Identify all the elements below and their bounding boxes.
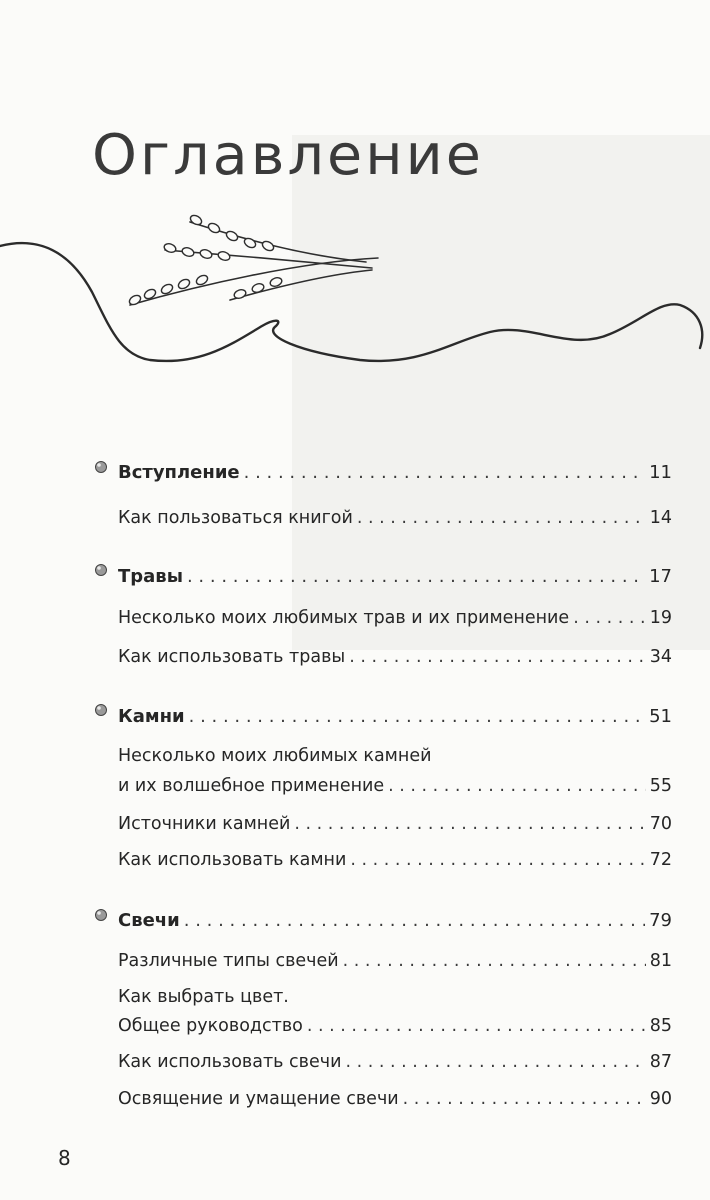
leader-dots [349, 647, 646, 668]
item-label: Источники камней [118, 814, 291, 834]
toc-item[interactable] [118, 776, 672, 797]
toc-item[interactable] [118, 1016, 672, 1037]
item-label: Как использовать свечи [118, 1052, 342, 1072]
toc-section[interactable] [118, 462, 672, 484]
toc-item[interactable] [118, 1052, 672, 1073]
toc-section[interactable] [118, 566, 672, 588]
leader-dots [573, 608, 646, 629]
item-label: Как использовать камни [118, 850, 347, 870]
item-label: Освящение и умащение свечи [118, 1089, 399, 1109]
bullet-icon [94, 563, 108, 577]
leader-dots [343, 951, 646, 972]
bullet-icon [94, 703, 108, 717]
leader-dots [350, 850, 645, 871]
page-number: 85 [649, 1016, 672, 1036]
leader-dots [388, 776, 646, 797]
page-number: 19 [649, 608, 672, 628]
page-number: 55 [649, 776, 672, 796]
leader-dots [187, 566, 645, 588]
leader-dots [403, 1089, 646, 1110]
page-number: 11 [649, 462, 672, 483]
toc-item[interactable] [118, 647, 672, 668]
section-label: Вступление [118, 462, 240, 483]
section-label: Свечи [118, 910, 180, 931]
item-label: Как пользоваться книгой [118, 508, 353, 528]
leader-dots [307, 1016, 646, 1037]
page-folio: 8 [58, 1146, 71, 1170]
page-number: 70 [649, 814, 672, 834]
page-number: 72 [649, 850, 672, 870]
toc-section[interactable] [118, 706, 672, 728]
toc-item[interactable] [118, 951, 672, 972]
item-label: Общее руководство [118, 1016, 303, 1036]
page-number: 17 [649, 566, 672, 587]
page-number: 79 [649, 910, 672, 931]
item-label-line1: Несколько моих любимых камней [118, 746, 432, 766]
toc-item[interactable] [118, 850, 672, 871]
toc-item[interactable] [118, 608, 672, 629]
page-number: 81 [649, 951, 672, 971]
leader-dots [184, 910, 645, 932]
page-number: 87 [649, 1052, 672, 1072]
toc-section[interactable] [118, 910, 672, 932]
bullet-icon [94, 460, 108, 474]
leader-dots [345, 1052, 645, 1073]
toc-item[interactable] [118, 814, 672, 835]
toc-item[interactable] [118, 508, 672, 529]
page-number: 14 [649, 508, 672, 528]
item-label: Различные типы свечей [118, 951, 339, 971]
item-label: Несколько моих любимых трав и их применение [118, 608, 570, 628]
page-number: 51 [649, 706, 672, 727]
leader-dots [244, 462, 645, 484]
leader-dots [294, 814, 645, 835]
page-title: Оглавление [92, 123, 485, 188]
section-label: Камни [118, 706, 185, 727]
item-label: Как использовать травы [118, 647, 346, 667]
section-label: Травы [118, 566, 183, 587]
toc-item[interactable] [118, 1089, 672, 1110]
page-number: 90 [649, 1089, 672, 1109]
bullet-icon [94, 908, 108, 922]
item-label-line1: Как выбрать цвет. [118, 987, 289, 1007]
leader-dots [357, 508, 646, 529]
page-number: 34 [649, 647, 672, 667]
item-label: и их волшебное применение [118, 776, 385, 796]
leader-dots [189, 706, 645, 728]
